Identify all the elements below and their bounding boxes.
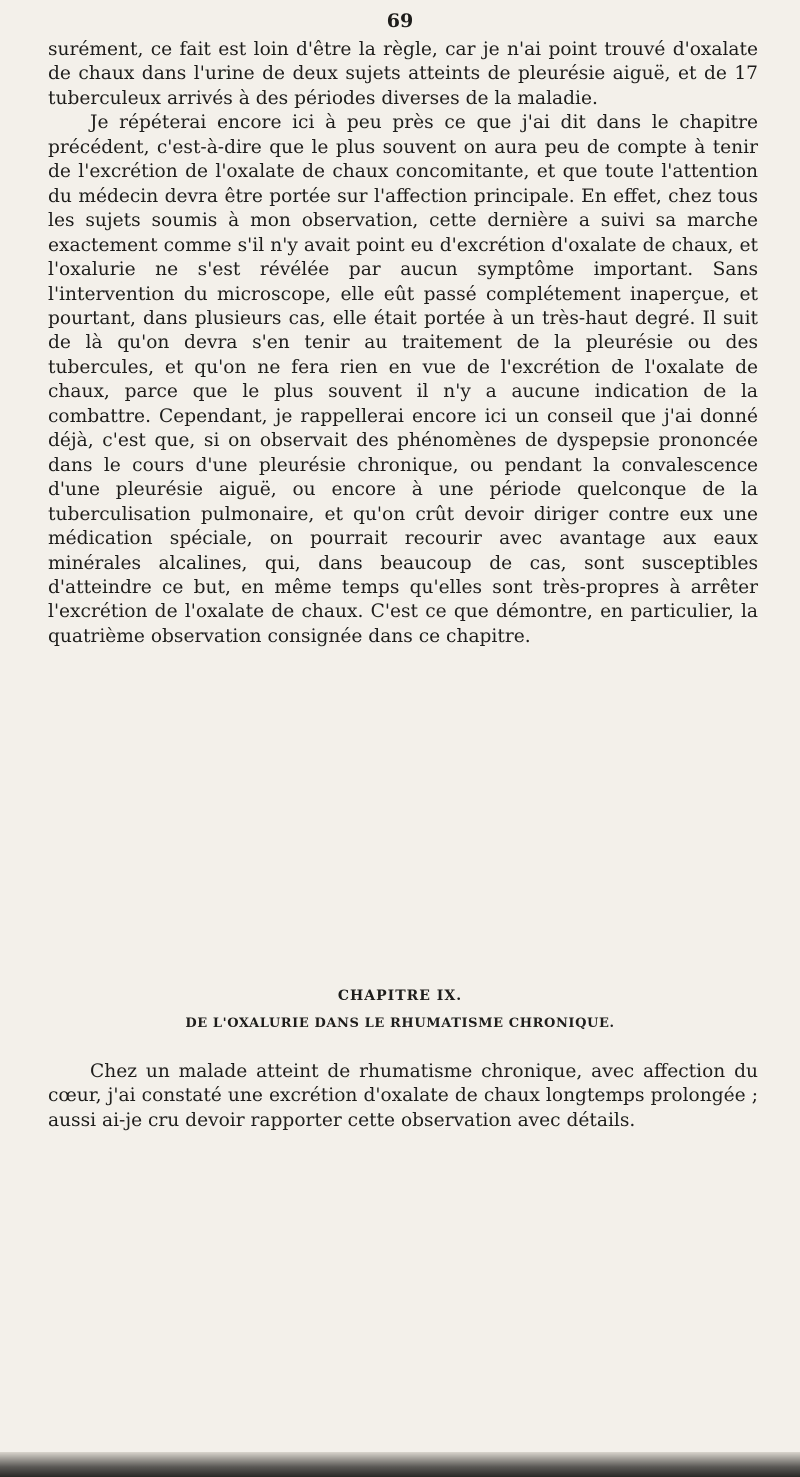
chapter-body-text: [48, 1060, 758, 1133]
body-text: [48, 38, 758, 649]
chapter-label: CHAPITRE IX.: [337, 988, 463, 1004]
chapter-title: DE L'OXALURIE DANS LE RHUMATISME CHRONIQUE.: [185, 1016, 615, 1031]
paragraph-continuation: surément, ce fait est loin d'être la règle, car je n'ai point trouvé d'oxalate de chaux dans l'urine de deux sujets atteints de pleurésie aiguë, et de 17 tuberculeux arrivés à des périodes diverses de la maladie.: [48, 39, 758, 109]
page-number: 69: [386, 10, 414, 32]
paragraph: Chez un malade atteint de rhumatisme chronique, avec affection du cœur, j'ai constaté une excrétion d'oxalate de chaux longtemps prolongée ; aussi ai-je cru devoir rapporter cette observation avec détails.: [48, 1061, 758, 1131]
page-bottom-edge: [0, 1452, 800, 1477]
paragraph: Je répéterai encore ici à peu près ce que j'ai dit dans le chapitre précédent, c'est-à-dire que le plus souvent on aura peu de compte à tenir de l'excrétion de l'oxalate de chaux concomitante, et que toute l'attention du médecin devra être portée sur l'affection principale. En effet, chez tous les sujets soumis à mon observation, cette dernière a suivi sa marche exactement comme s'il n'y avait point eu d'excrétion d'oxalate de chaux, et l'oxalurie ne s'est révélée par aucun symptôme important. Sans l'intervention du microscope, elle eût passé complétement inaperçue, et pourtant, dans plusieurs cas, elle était portée à un très-haut degré. Il suit de là qu'on devra s'en tenir au traitement de la pleurésie ou des tubercules, et qu'on ne fera rien en vue de l'excrétion de l'oxalate de chaux, parce que le plus souvent il n'y a aucune indication de la combattre. Cependant, je rappellerai encore ici un conseil que j'ai donné déjà, c'est que, si on observait des phénomènes de dyspepsie prononcée dans le cours d'une pleurésie chronique, ou pendant la convalescence d'une pleurésie aiguë, ou encore à une période quelconque de la tuberculisation pulmonaire, et qu'on crût devoir diriger contre eux une médication spéciale, on pourrait recourir avec avantage aux eaux minérales alcalines, qui, dans beaucoup de cas, sont susceptibles d'atteindre ce but, en même temps qu'elles sont très-propres à arrêter l'excrétion de l'oxalate de chaux. C'est ce que démontre, en particulier, la quatrième observation consignée dans ce chapitre.: [48, 112, 758, 647]
